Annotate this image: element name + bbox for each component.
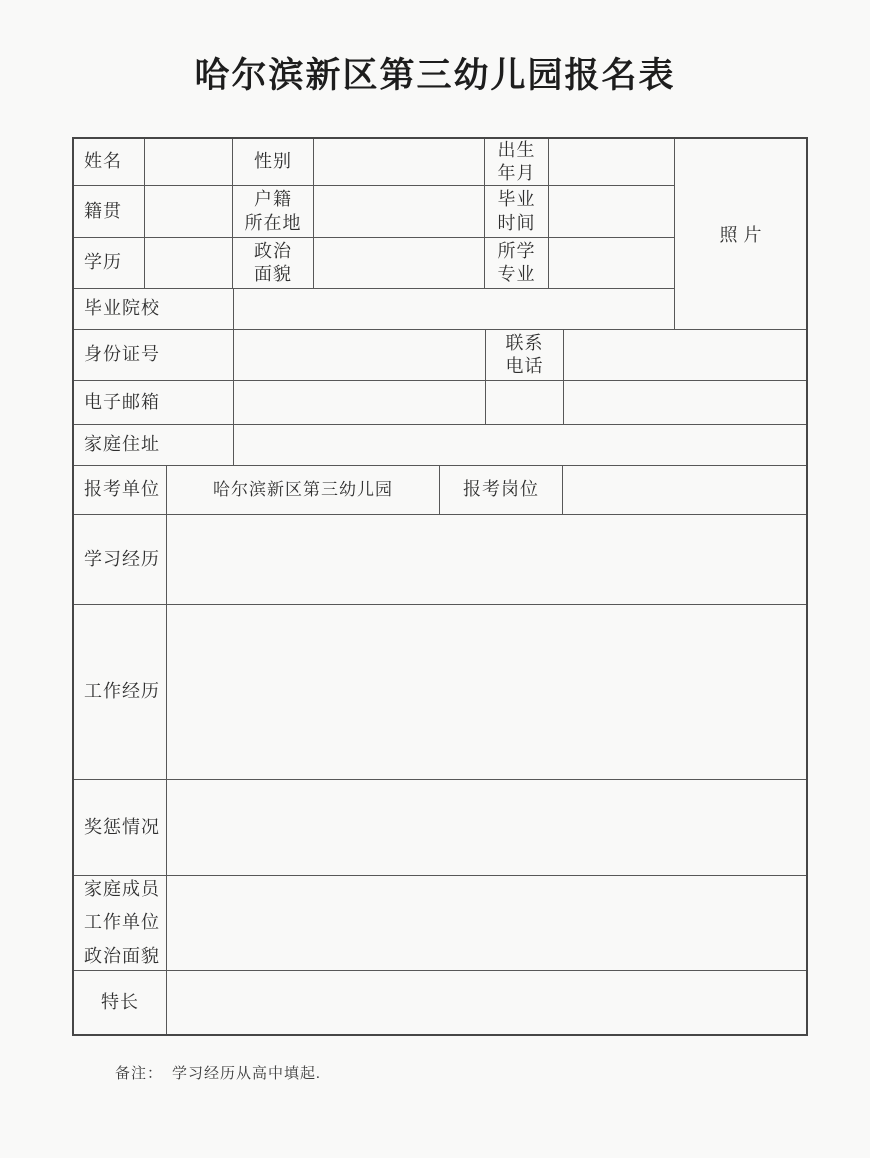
field-label-graduation-time: 毕业 时间: [485, 186, 549, 238]
id-number-input[interactable]: [234, 330, 486, 381]
field-label-study-experience: 学习经历: [74, 515, 167, 605]
work-experience-input[interactable]: [167, 605, 806, 780]
row-specialty: [74, 971, 806, 1034]
education-input[interactable]: [145, 238, 233, 289]
field-label-contact-phone: 联系 电话: [486, 330, 564, 381]
graduation-time-input[interactable]: [549, 186, 674, 238]
home-address-input[interactable]: [234, 425, 806, 466]
field-label-work-experience: 工作经历: [74, 605, 167, 780]
email-mid-cell[interactable]: [486, 381, 564, 425]
birth-date-input[interactable]: [549, 139, 674, 186]
field-label-major: 所学 专业: [485, 238, 549, 289]
row-apply: [74, 466, 806, 515]
household-location-input[interactable]: [314, 186, 485, 238]
field-label-birth-date: 出生 年月: [485, 139, 549, 186]
field-label-apply-unit: 报考单位: [74, 466, 167, 515]
field-label-native-place: 籍贯: [74, 186, 145, 238]
graduation-school-input[interactable]: [234, 289, 674, 330]
row-rewards-punishments: [74, 780, 806, 876]
row-study-experience: [74, 515, 806, 605]
row-family-members: [74, 876, 806, 971]
row-home-address: [74, 425, 806, 466]
field-label-political-status: 政治 面貌: [233, 238, 314, 289]
political-status-input[interactable]: [314, 238, 485, 289]
field-label-family-members: 家庭成员 工作单位 政治面貌: [74, 876, 167, 971]
field-label-home-address: 家庭住址: [74, 425, 234, 466]
row-work-experience: [74, 605, 806, 780]
note-text: 学习经历从高中填起.: [172, 1066, 321, 1082]
field-label-rewards-punishments: 奖惩情况: [74, 780, 167, 876]
field-label-education: 学历: [74, 238, 145, 289]
note-prefix: 备注：: [115, 1066, 164, 1082]
gender-input[interactable]: [314, 139, 485, 186]
application-form-table: [72, 137, 808, 1036]
family-members-input[interactable]: [167, 876, 806, 971]
apply-unit-value: 哈尔滨新区第三幼儿园: [167, 466, 440, 515]
email-input[interactable]: [234, 381, 486, 425]
field-label-household-location: 户籍 所在地: [233, 186, 314, 238]
field-label-specialty: 特长: [74, 971, 167, 1034]
apply-position-input[interactable]: [563, 466, 806, 515]
specialty-input[interactable]: [167, 971, 806, 1034]
field-label-gender: 性别: [233, 139, 314, 186]
row-id-phone: [74, 330, 806, 381]
field-label-id-number: 身份证号: [74, 330, 234, 381]
native-place-input[interactable]: [145, 186, 233, 238]
form-title: 哈尔滨新区第三幼儿园报名表: [194, 56, 676, 95]
name-input[interactable]: [145, 139, 233, 186]
field-label-apply-position: 报考岗位: [440, 466, 563, 515]
field-label-email: 电子邮箱: [74, 381, 234, 425]
rewards-punishments-input[interactable]: [167, 780, 806, 876]
form-note: [115, 1062, 870, 1083]
field-label-graduation-school: 毕业院校: [74, 289, 234, 330]
row-email: [74, 381, 806, 425]
email-right-cell[interactable]: [564, 381, 806, 425]
contact-phone-input[interactable]: [564, 330, 806, 381]
photo-placeholder: 照片: [674, 139, 806, 330]
study-experience-input[interactable]: [167, 515, 806, 605]
major-input[interactable]: [549, 238, 674, 289]
field-label-name: 姓名: [74, 139, 145, 186]
